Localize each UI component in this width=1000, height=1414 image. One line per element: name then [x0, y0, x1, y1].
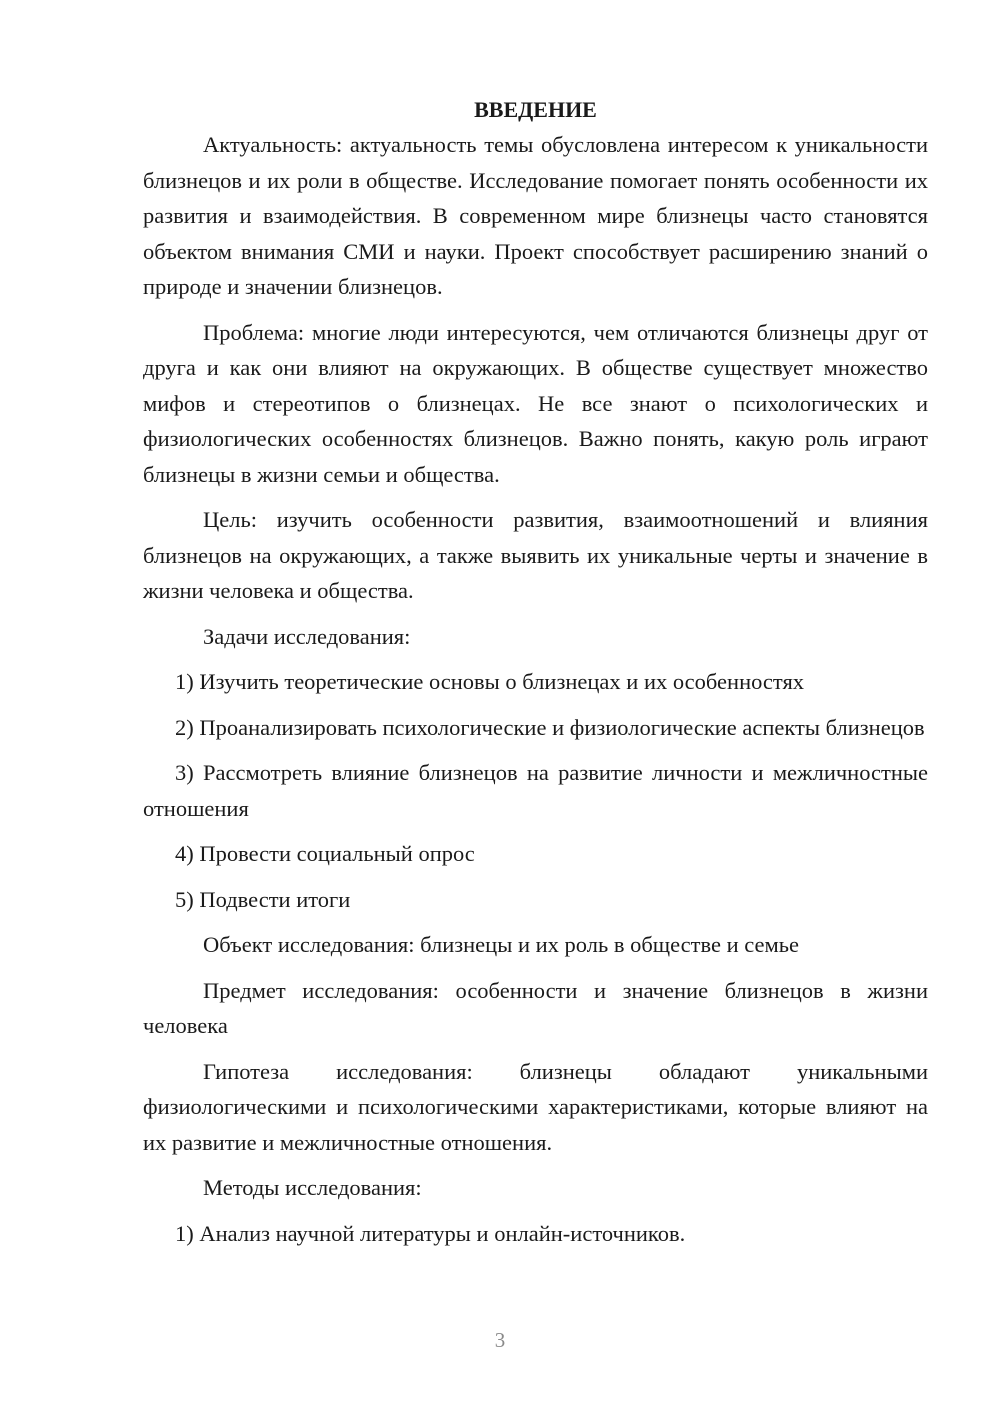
- task-item-1: 1) Изучить теоретические основы о близнецах и их особенностях: [175, 669, 805, 694]
- task-item-4: 4) Провести социальный опрос: [175, 841, 475, 866]
- methods-heading: Методы исследования:: [203, 1175, 422, 1200]
- document-page: [143, 92, 928, 1251]
- relevance-paragraph: Актуальность: актуальность темы обусловлена интересом к уникальности близнецов и их роли в обществе. Исследование помогает понять особенности их развития и взаимодействия. В современном мире близнецы часто становятся объектом внимания СМИ и науки. Проект способствует расширению знаний о природе и значении близнецов.: [143, 132, 928, 299]
- task-item-2: 2) Проанализировать психологические и физиологические аспекты близнецов: [175, 714, 925, 740]
- object-paragraph: Объект исследования: близнецы и их роль в обществе и семье: [203, 932, 799, 957]
- subject-paragraph: Предмет исследования: особенности и значение близнецов в жизни человека: [143, 977, 928, 1038]
- task-item-3: 3) Рассмотреть влияние близнецов на развитие личности и межличностные отношения: [143, 760, 928, 821]
- task-item-5: 5) Подвести итоги: [175, 886, 351, 912]
- section-title: ВВЕДЕНИЕ: [474, 97, 597, 122]
- hypothesis-paragraph: Гипотеза исследования: близнецы обладают уникальными физиологическими и психологическими характеристиками, которые влияют на их развитие и межличностные отношения.: [143, 1058, 928, 1155]
- page-number: 3: [494, 1328, 506, 1352]
- tasks-heading: Задачи исследования:: [203, 623, 411, 649]
- method-item-1: 1) Анализ научной литературы и онлайн-источников.: [175, 1220, 686, 1246]
- goal-paragraph: Цель: изучить особенности развития, взаимоотношений и влияния близнецов на окружающих, а также выявить их уникальные черты и значение в жизни человека и общества.: [143, 507, 928, 603]
- problem-paragraph: Проблема: многие люди интересуются, чем отличаются близнецы друг от друга и как они влияют на окружающих. В обществе существует множество мифов и стереотипов о близнецах. Не все знают о психологических и физиологических особенностях близнецов. Важно понять, какую роль играют близнецы в жизни семьи и общества.: [143, 319, 928, 487]
